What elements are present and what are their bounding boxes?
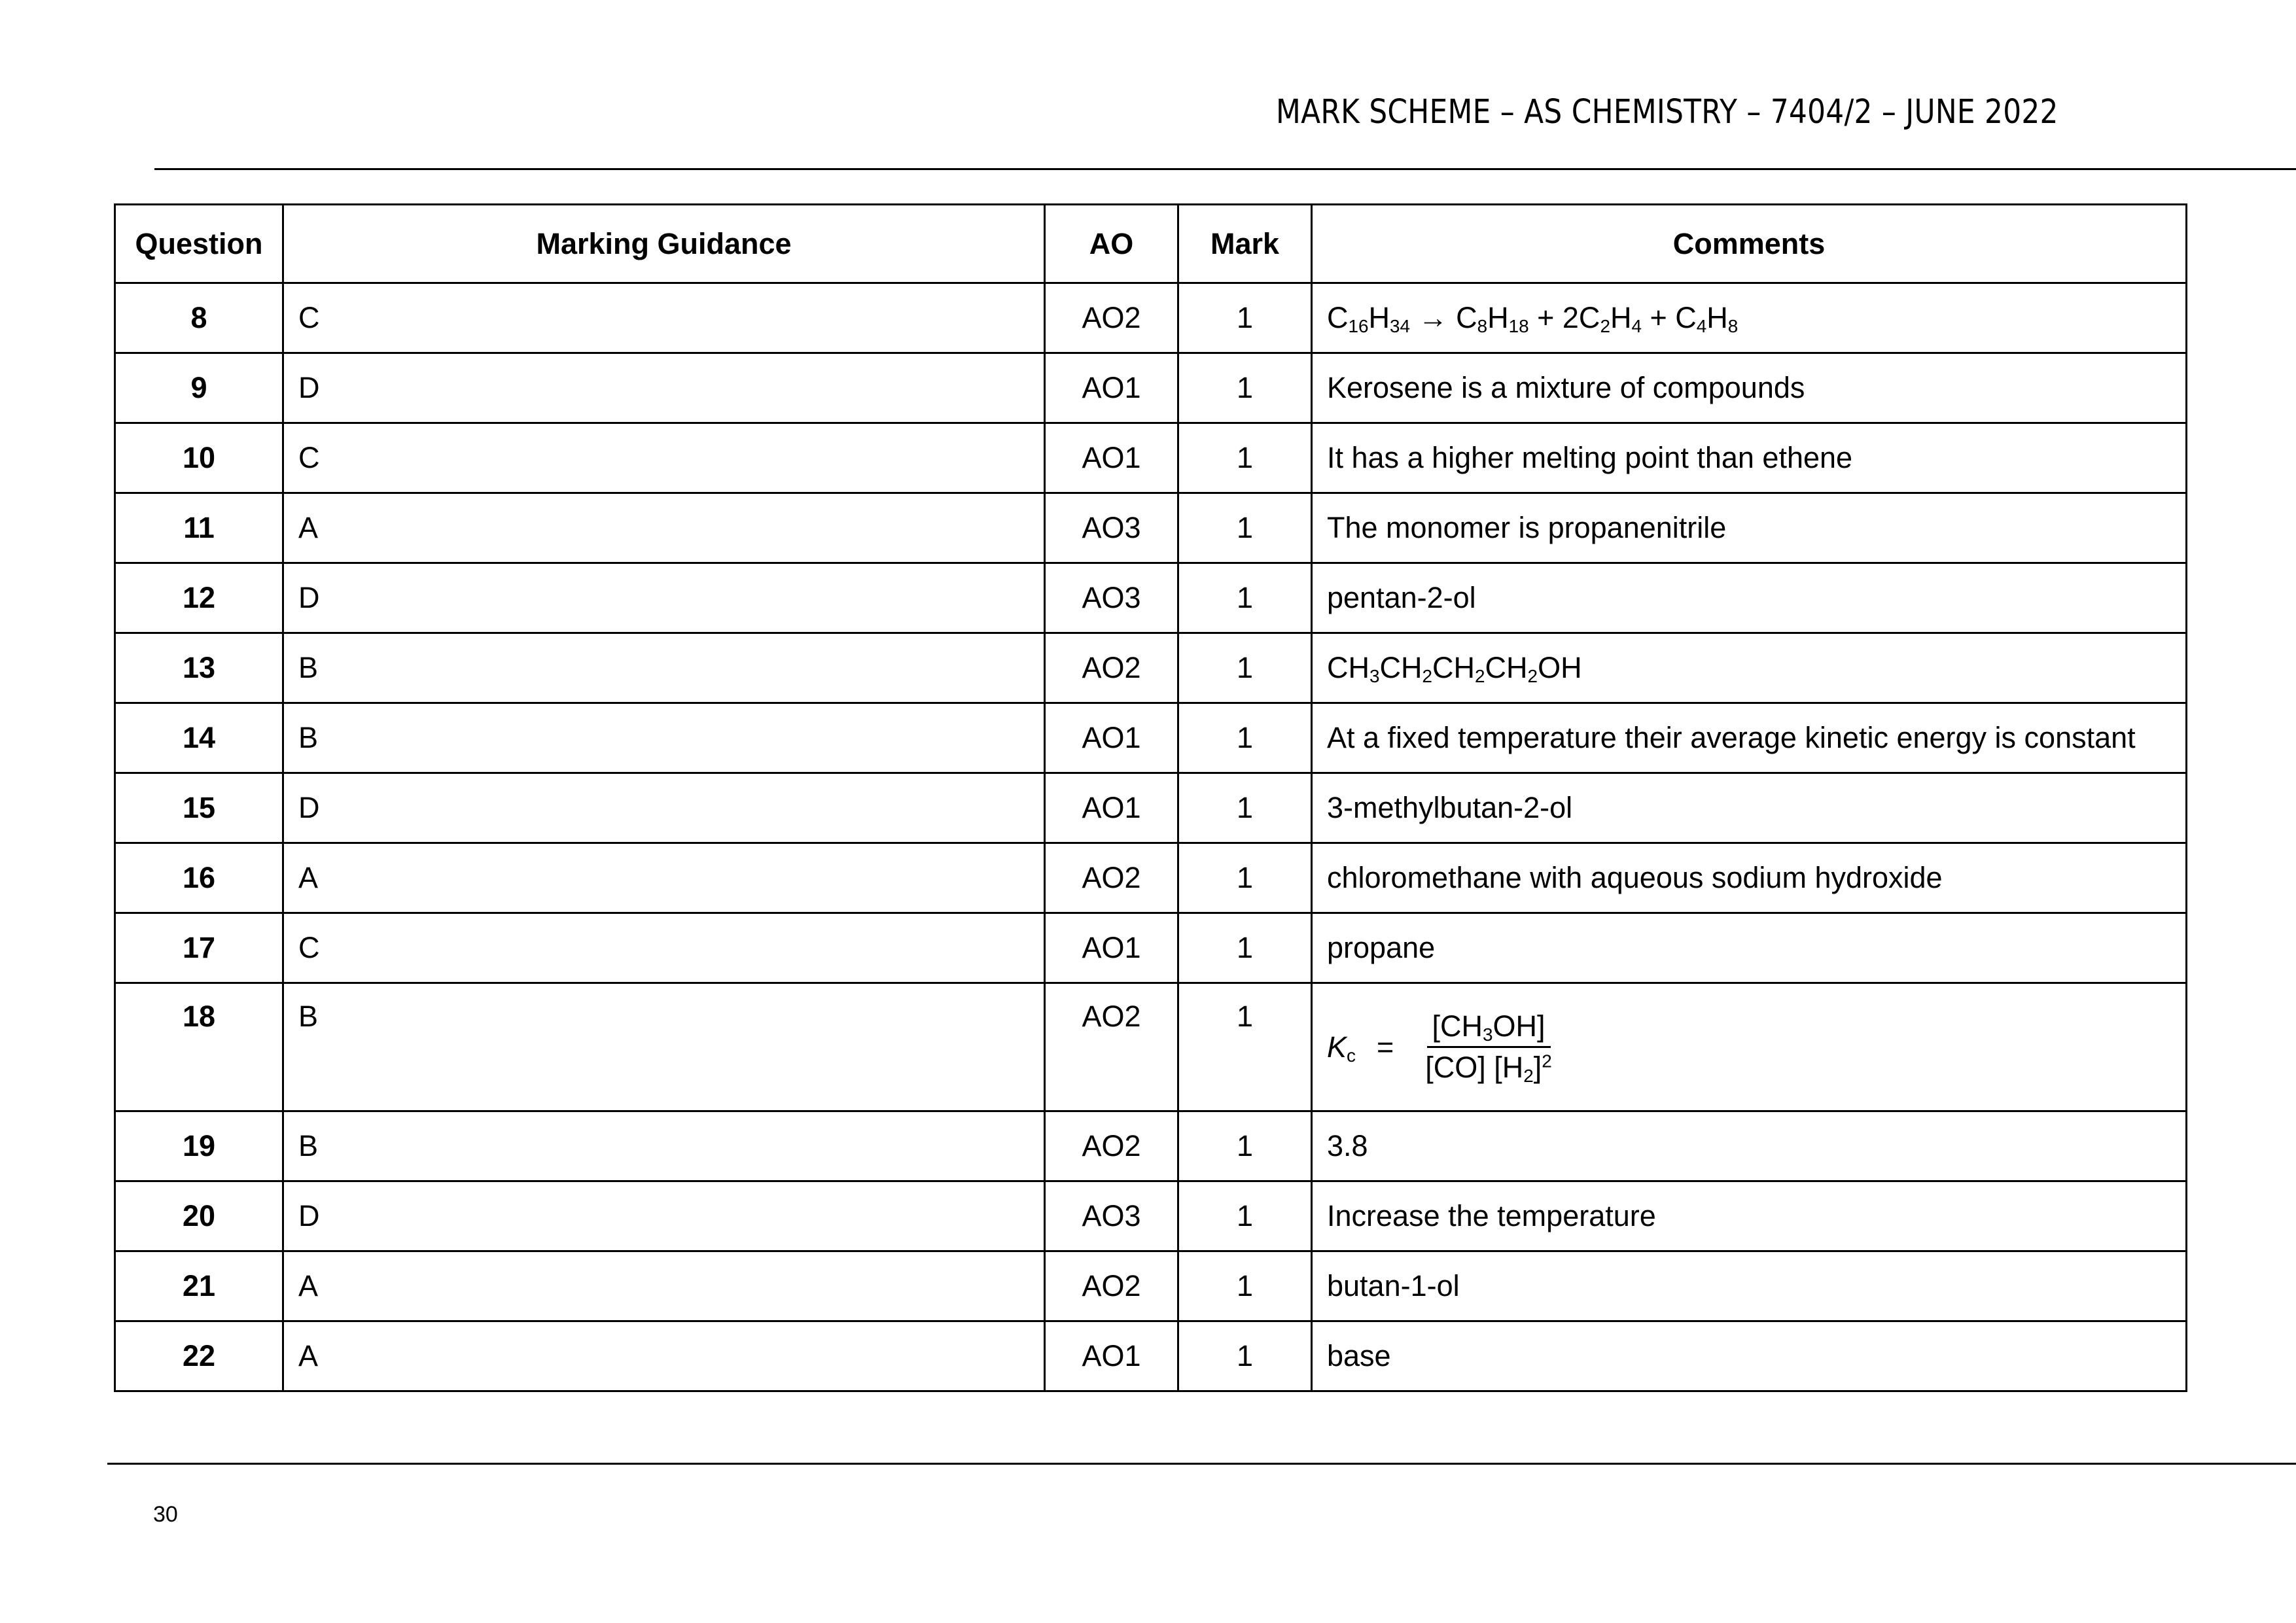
- marking-guidance: A: [283, 493, 1045, 563]
- mark-value: 1: [1178, 423, 1312, 493]
- page-number: 30: [153, 1502, 178, 1527]
- marking-guidance: C: [283, 423, 1045, 493]
- marking-guidance: B: [283, 983, 1045, 1111]
- table-row: [115, 1251, 2187, 1321]
- marking-guidance: A: [283, 843, 1045, 913]
- table-row: [115, 493, 2187, 563]
- mark-value: 1: [1178, 773, 1312, 843]
- question-number: 19: [115, 1111, 283, 1181]
- question-number: 21: [115, 1251, 283, 1321]
- assessment-objective: AO1: [1045, 353, 1178, 423]
- comment: $C_{16}H_{34} \to C_8H_{18} + 2C_2H_4 + C_4H_8$: [1312, 283, 2187, 353]
- assessment-objective: AO1: [1045, 1321, 1178, 1391]
- mark-scheme-table: [114, 203, 2187, 1392]
- marking-guidance: B: [283, 1111, 1045, 1181]
- column-header-ao: AO: [1045, 205, 1178, 283]
- table-row: [115, 913, 2187, 983]
- mark-value: 1: [1178, 563, 1312, 633]
- table-row: [115, 1111, 2187, 1181]
- marking-guidance: C: [283, 283, 1045, 353]
- assessment-objective: AO2: [1045, 283, 1178, 353]
- comment: propane: [1312, 913, 2187, 983]
- table-row: [115, 983, 2187, 1111]
- question-number: 8: [115, 283, 283, 353]
- question-number: 12: [115, 563, 283, 633]
- mark-value: 1: [1178, 913, 1312, 983]
- page-header-title: MARK SCHEME – AS CHEMISTRY – 7404/2 – JUNE 2022: [1276, 93, 2058, 131]
- comment: Increase the temperature: [1312, 1181, 2187, 1251]
- assessment-objective: AO2: [1045, 983, 1178, 1111]
- comment: butan-1-ol: [1312, 1251, 2187, 1321]
- table-row: [115, 1181, 2187, 1251]
- mark-value: 1: [1178, 1181, 1312, 1251]
- marking-guidance: D: [283, 353, 1045, 423]
- question-number: 20: [115, 1181, 283, 1251]
- mark-value: 1: [1178, 353, 1312, 423]
- mark-value: 1: [1178, 283, 1312, 353]
- comment: 3-methylbutan-2-ol: [1312, 773, 2187, 843]
- column-header-question: Question: [115, 205, 283, 283]
- question-number: 11: [115, 493, 283, 563]
- marking-guidance: A: [283, 1251, 1045, 1321]
- comment: Kerosene is a mixture of compounds: [1312, 353, 2187, 423]
- marking-guidance: B: [283, 703, 1045, 773]
- question-number: 9: [115, 353, 283, 423]
- comment: base: [1312, 1321, 2187, 1391]
- marking-guidance: D: [283, 563, 1045, 633]
- question-number: 18: [115, 983, 283, 1111]
- mark-value: 1: [1178, 633, 1312, 703]
- assessment-objective: AO1: [1045, 703, 1178, 773]
- footer-rule: [107, 1463, 2296, 1465]
- table-row: [115, 283, 2187, 353]
- assessment-objective: AO2: [1045, 1111, 1178, 1181]
- table-row: [115, 703, 2187, 773]
- comment: pentan-2-ol: [1312, 563, 2187, 633]
- comment: $K_c$ = $\frac{[CH_3OH]}{[CO] [H_2]^2}$: [1312, 983, 2187, 1111]
- assessment-objective: AO1: [1045, 913, 1178, 983]
- table-row: [115, 843, 2187, 913]
- comment: $CH_3CH_2CH_2CH_2OH$: [1312, 633, 2187, 703]
- question-number: 17: [115, 913, 283, 983]
- comment: The monomer is propanenitrile: [1312, 493, 2187, 563]
- table-row: [115, 563, 2187, 633]
- column-header-comments: Comments: [1312, 205, 2187, 283]
- mark-value: 1: [1178, 1321, 1312, 1391]
- mark-value: 1: [1178, 493, 1312, 563]
- header-rule: [154, 168, 2296, 170]
- mark-value: 1: [1178, 703, 1312, 773]
- column-header-marking-guidance: Marking Guidance: [283, 205, 1045, 283]
- marking-guidance: D: [283, 1181, 1045, 1251]
- assessment-objective: AO3: [1045, 1181, 1178, 1251]
- column-header-mark: Mark: [1178, 205, 1312, 283]
- assessment-objective: AO3: [1045, 563, 1178, 633]
- marking-guidance: C: [283, 913, 1045, 983]
- comment: chloromethane with aqueous sodium hydroxide: [1312, 843, 2187, 913]
- mark-value: 1: [1178, 843, 1312, 913]
- question-number: 16: [115, 843, 283, 913]
- table-header-row: [115, 205, 2187, 283]
- question-number: 13: [115, 633, 283, 703]
- comment: It has a higher melting point than ethene: [1312, 423, 2187, 493]
- question-number: 10: [115, 423, 283, 493]
- comment: At a fixed temperature their average kinetic energy is constant: [1312, 703, 2187, 773]
- assessment-objective: AO2: [1045, 843, 1178, 913]
- mark-value: 1: [1178, 1111, 1312, 1181]
- table-row: [115, 633, 2187, 703]
- marking-guidance: A: [283, 1321, 1045, 1391]
- table-row: [115, 773, 2187, 843]
- mark-value: 1: [1178, 983, 1312, 1111]
- assessment-objective: AO2: [1045, 1251, 1178, 1321]
- table-row: [115, 353, 2187, 423]
- question-number: 14: [115, 703, 283, 773]
- marking-guidance: D: [283, 773, 1045, 843]
- assessment-objective: AO2: [1045, 633, 1178, 703]
- marking-guidance: B: [283, 633, 1045, 703]
- mark-value: 1: [1178, 1251, 1312, 1321]
- comment: 3.8: [1312, 1111, 2187, 1181]
- assessment-objective: AO1: [1045, 423, 1178, 493]
- table-row: [115, 1321, 2187, 1391]
- assessment-objective: AO3: [1045, 493, 1178, 563]
- assessment-objective: AO1: [1045, 773, 1178, 843]
- table-row: [115, 423, 2187, 493]
- question-number: 22: [115, 1321, 283, 1391]
- question-number: 15: [115, 773, 283, 843]
